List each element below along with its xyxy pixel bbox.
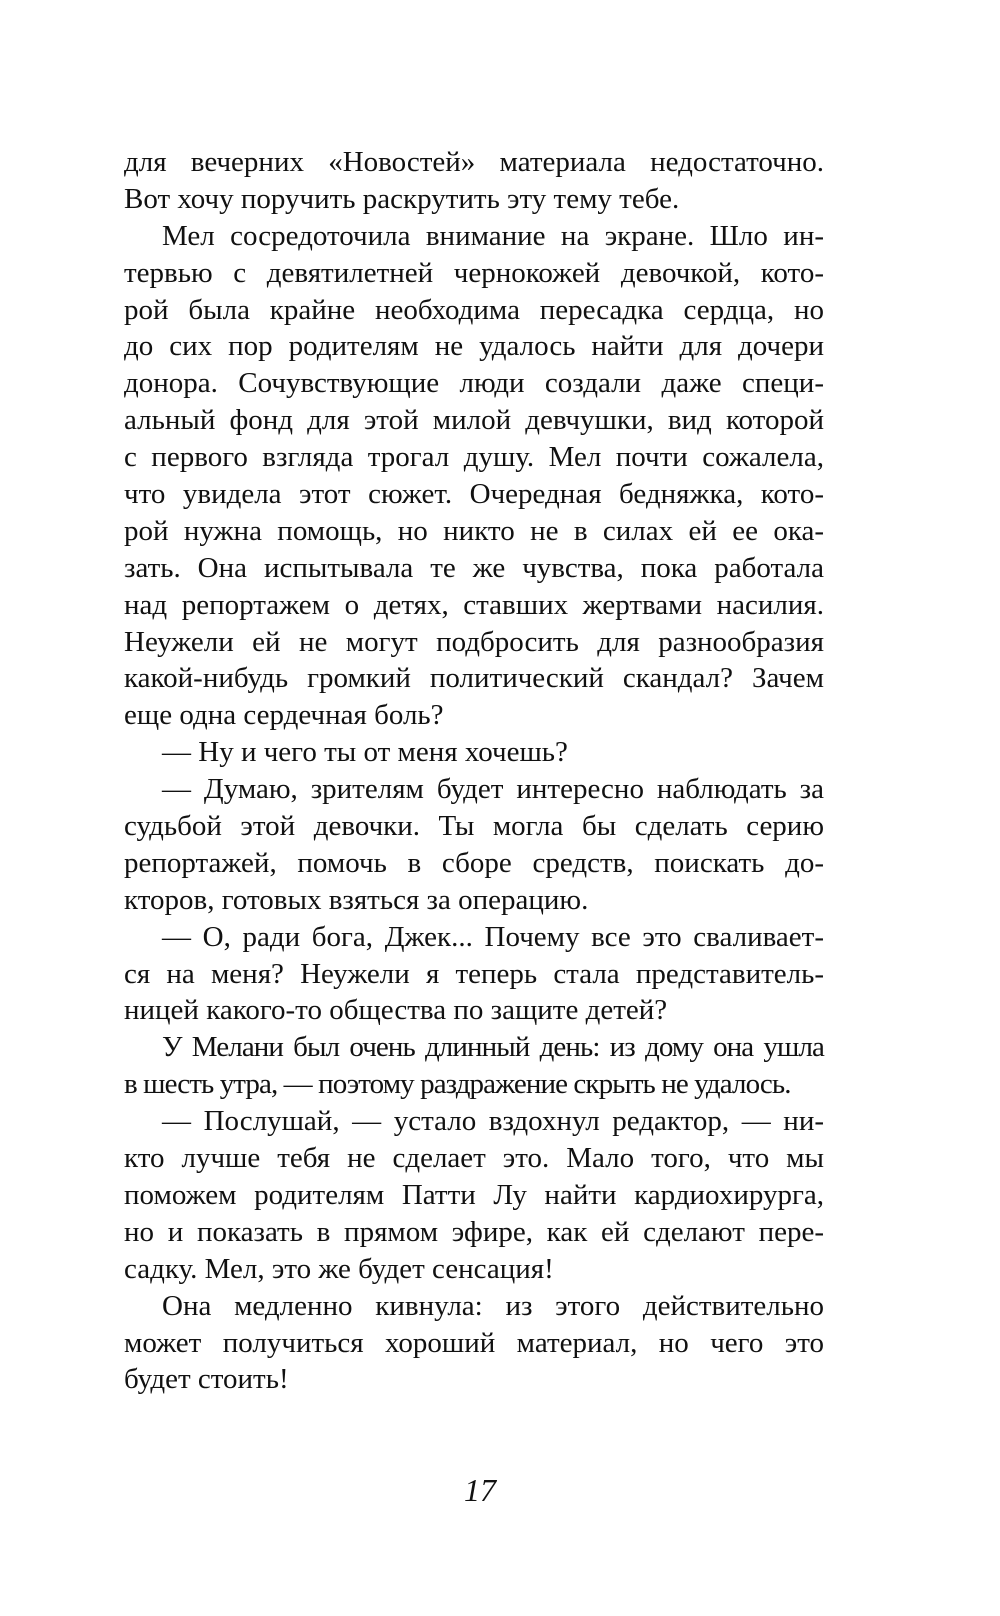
text-line: — Думаю, зрителям будет интересно наблюдать за (162, 773, 824, 806)
text-line: что увидела этот сюжет. Очередная бедняжка, кото- (124, 478, 824, 511)
text-line: кто лучше тебя не сделает это. Мало того, что мы (124, 1142, 824, 1175)
paragraph (124, 1288, 824, 1399)
text-line: какой-нибудь громкий политический скандал? Зачем (124, 662, 824, 695)
text-line: садку. Мел, это же будет сенсация! (124, 1252, 554, 1285)
text-line: Неужели ей не могут подбросить для разнообразия (124, 625, 824, 658)
text-line: Она медленно кивнула: из этого действительно (162, 1289, 824, 1322)
text-line: но и показать в прямом эфире, как ей сделают пере- (124, 1215, 824, 1248)
text-line: может получиться хороший материал, но чего это (124, 1326, 824, 1359)
text-line: Вот хочу поручить раскрутить эту тему тебе. (124, 182, 680, 215)
text-line: ся на меня? Неужели я теперь стала представитель- (124, 957, 824, 990)
text-line: — Ну и чего ты от меня хочешь? (162, 736, 568, 769)
text-line: репортажей, помочь в сборе средств, поискать до- (124, 846, 824, 879)
text-line: судьбой этой девочки. Ты могла бы сделать серию (124, 810, 824, 843)
text-line: донора. Сочувствующие люди создали даже специ- (124, 367, 824, 400)
text-line: кторов, готовых взяться за операцию. (124, 883, 589, 916)
paragraph (124, 919, 824, 1030)
text-line: еще одна сердечная боль? (124, 699, 444, 732)
text-line: рой была крайне необходима пересадка сердца, но (124, 293, 824, 326)
text-line: над репортажем о детях, ставших жертвами насилия. (124, 588, 824, 621)
text-line: — О, ради бога, Джек... Почему все это сваливает- (162, 920, 824, 953)
text-line: — Послушай, — устало вздохнул редактор, — ни- (162, 1105, 824, 1138)
text-line: рой нужна помощь, но никто не в силах ей ее ока- (124, 514, 824, 547)
text-line: до сих пор родителям не удалось найти для дочери (124, 330, 824, 363)
text-line: тервью с девятилетней чернокожей девочкой, кото- (124, 256, 824, 289)
text-line: для вечерних «Новостей» материала недостаточно. (124, 146, 824, 178)
text-line: ницей какого-то общества по защите детей? (124, 994, 668, 1027)
paragraph (124, 1029, 824, 1103)
text-line: с первого взгляда трогал душу. Мел почти сожалела, (124, 441, 824, 474)
page-number: 17 (464, 1472, 496, 1508)
text-line: в шесть утра, — поэтому раздражение скрыть не удалось. (124, 1068, 791, 1101)
paragraph (124, 734, 824, 771)
text-line: Мел сосредоточила внимание на экране. Шло ин- (162, 219, 824, 252)
text-line: У Мелани был очень длинный день: из дому она ушла (162, 1031, 824, 1064)
paragraph (124, 218, 824, 734)
body-text (124, 144, 824, 1398)
text-line: зать. Она испытывала те же чувства, пока работала (124, 551, 824, 584)
text-line: будет стоить! (124, 1363, 289, 1396)
text-line: поможем родителям Патти Лу найти кардиохирурга, (124, 1178, 824, 1211)
paragraph (124, 144, 824, 218)
text-line: альный фонд для этой милой девчушки, вид которой (124, 404, 824, 437)
paragraph (124, 1103, 824, 1287)
paragraph (124, 771, 824, 919)
